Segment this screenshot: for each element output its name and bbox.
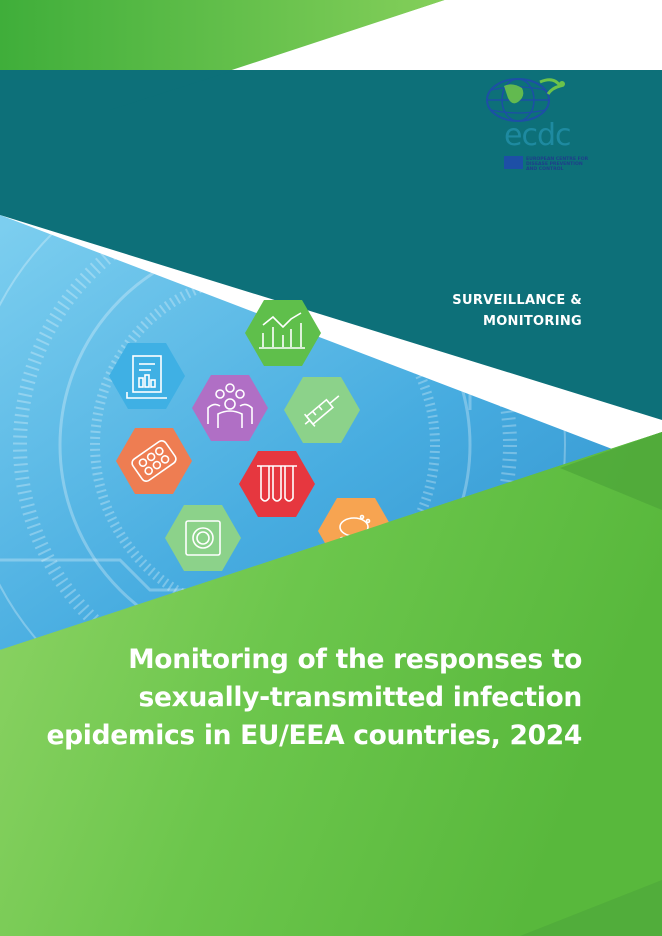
eu-flag-icon [504, 156, 523, 169]
title-line: sexually-transmitted infection [138, 682, 582, 713]
ecdc-logo [482, 76, 592, 174]
category-line: MONITORING [482, 314, 582, 329]
report-title [22, 641, 582, 755]
category-line: SURVEILLANCE & [452, 293, 582, 308]
title-line: epidemics in EU/EEA countries, 2024 [46, 720, 582, 751]
ecdc-subtitle: EUROPEAN CENTRE FOR DISEASE PREVENTION AND CONTROL [526, 157, 589, 172]
ecdc-wordmark: ecdc [504, 118, 571, 153]
publication-category [452, 290, 582, 332]
title-line: Monitoring of the responses to [128, 644, 582, 675]
